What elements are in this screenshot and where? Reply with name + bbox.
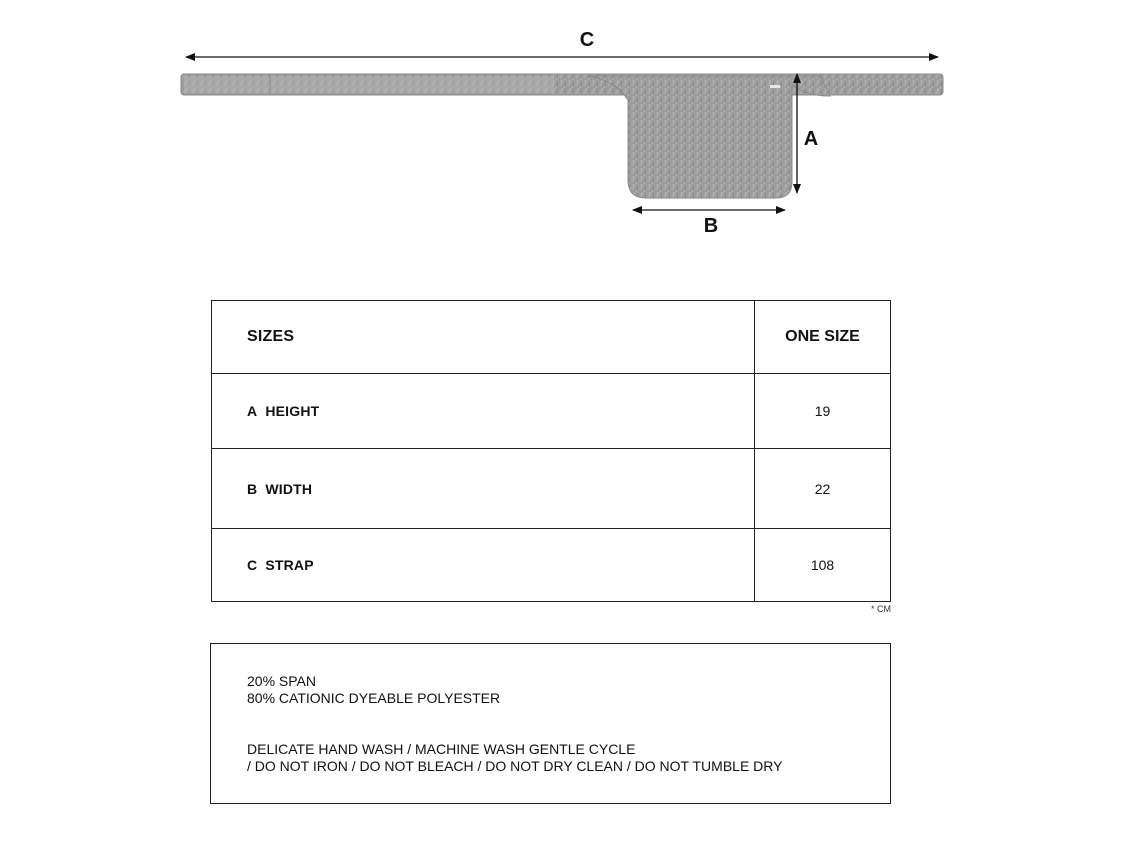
dimension-b-label: B — [703, 215, 719, 237]
row-code: C — [247, 557, 258, 573]
row-value: 108 — [754, 529, 890, 601]
sizes-heading: SIZES — [247, 328, 295, 345]
table-row — [212, 449, 890, 529]
dimension-c-label: C — [579, 29, 595, 51]
brand-tag — [770, 85, 780, 88]
table-row — [212, 529, 890, 601]
row-name: HEIGHT — [265, 403, 320, 419]
care-line: / DO NOT IRON / DO NOT BLEACH / DO NOT DRY CLEAN / DO NOT TUMBLE DRY — [247, 758, 783, 774]
care-line: DELICATE HAND WASH / MACHINE WASH GENTLE CYCLE — [247, 741, 636, 757]
size-table-header — [212, 301, 890, 374]
bag-measurement-diagram — [0, 0, 1125, 260]
dimension-a-label: A — [803, 128, 819, 150]
bag-strap — [181, 74, 943, 95]
one-size-heading: ONE SIZE — [754, 301, 890, 373]
row-value: 22 — [754, 449, 890, 528]
row-value: 19 — [754, 374, 890, 448]
row-code: A — [247, 403, 258, 419]
composition-line: 80% CATIONIC DYEABLE POLYESTER — [247, 690, 501, 706]
unit-note: * CM — [871, 604, 891, 614]
row-name: STRAP — [265, 557, 314, 573]
size-table — [211, 300, 891, 602]
table-row — [212, 374, 890, 449]
row-label — [247, 374, 319, 448]
row-label — [247, 529, 314, 601]
row-name: WIDTH — [265, 480, 313, 497]
composition-line: 20% SPAN — [247, 673, 316, 689]
row-label — [247, 449, 312, 528]
fabric-care-box — [210, 643, 891, 804]
row-code: B — [247, 480, 258, 497]
